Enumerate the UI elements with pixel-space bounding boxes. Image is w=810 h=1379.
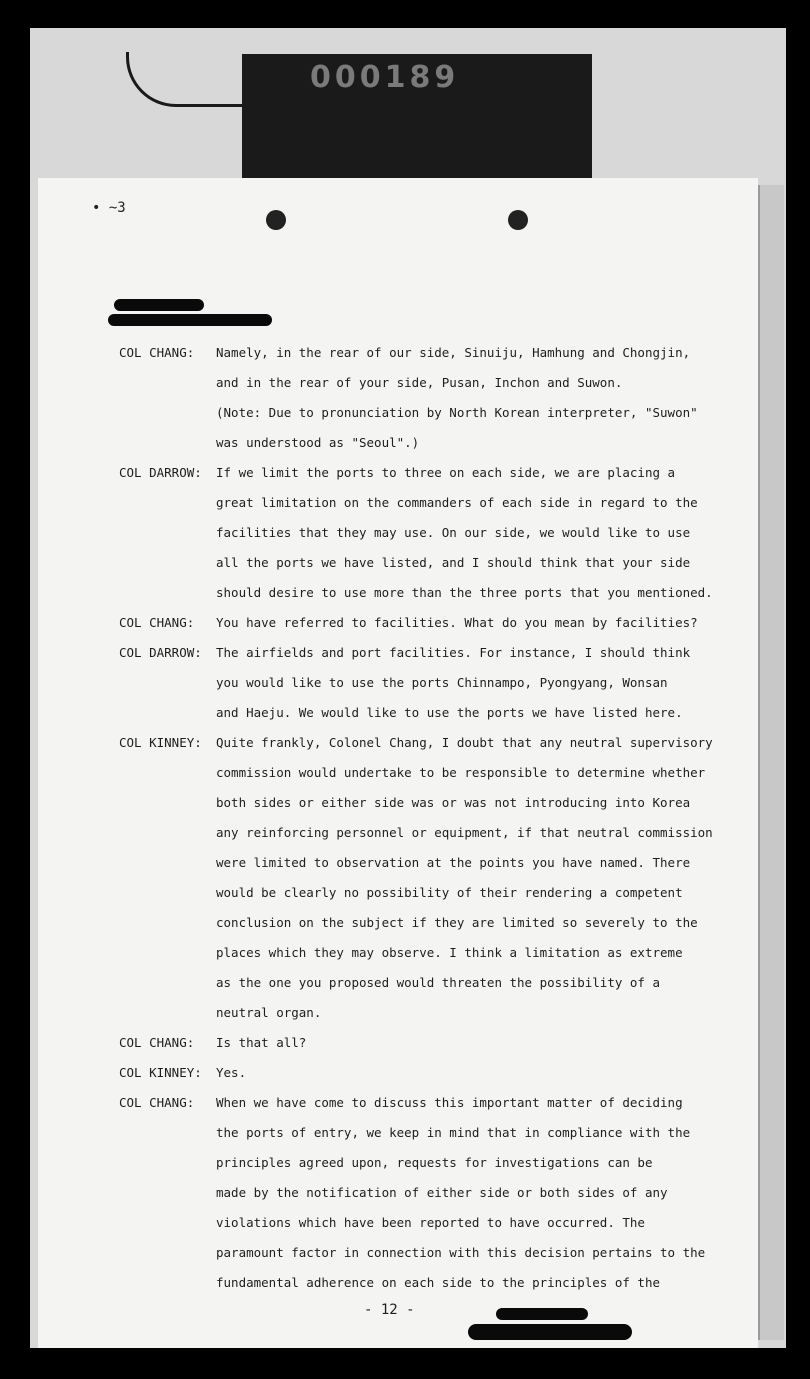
text-line: conclusion on the subject if they are limited so severely to the <box>216 915 698 930</box>
speaker-label: COL CHANG: <box>119 615 195 630</box>
text-line: Namely, in the rear of our side, Sinuiju, Hamhung and Chongjin, <box>216 345 691 360</box>
speech-text <box>216 338 716 458</box>
speech-text <box>216 458 716 608</box>
speech-text <box>216 1028 716 1058</box>
text-line: You have referred to facilities. What do you mean by facilities? <box>216 615 698 630</box>
redaction-mark <box>496 1308 588 1320</box>
text-line: Yes. <box>216 1065 247 1080</box>
page-number: - 12 - <box>364 1302 415 1318</box>
text-line: great limitation on the commanders of each side in regard to the <box>216 495 698 510</box>
text-line: the ports of entry, we keep in mind that in compliance with the <box>216 1125 691 1140</box>
text-line: neutral organ. <box>216 1005 322 1020</box>
speech-text <box>216 608 716 638</box>
speaker-label: COL CHANG: <box>119 1035 195 1050</box>
text-line: all the ports we have listed, and I should think that your side <box>216 555 691 570</box>
text-line: places which they may observe. I think a limitation as extreme <box>216 945 683 960</box>
speech-text <box>216 728 716 1028</box>
redaction-mark <box>468 1324 632 1340</box>
speaker-label: COL KINNEY: <box>119 1065 202 1080</box>
text-line: When we have come to discuss this important matter of deciding <box>216 1095 683 1110</box>
text-line: any reinforcing personnel or equipment, if that neutral commission <box>216 825 713 840</box>
text-line: violations which have been reported to have occurred. The <box>216 1215 645 1230</box>
text-line: paramount factor in connection with this decision pertains to the <box>216 1245 706 1260</box>
text-line: and in the rear of your side, Pusan, Inchon and Suwon. <box>216 375 623 390</box>
redaction-mark <box>108 314 272 326</box>
speaker-label: COL CHANG: <box>119 345 195 360</box>
text-line: Is that all? <box>216 1035 307 1050</box>
binder-clip <box>242 54 592 196</box>
document-page <box>38 178 758 1348</box>
text-line: principles agreed upon, requests for investigations can be <box>216 1155 653 1170</box>
text-line: were limited to observation at the points you have named. There <box>216 855 691 870</box>
text-line: commission would undertake to be responsible to determine whether <box>216 765 706 780</box>
text-line: should desire to use more than the three ports that you mentioned. <box>216 585 713 600</box>
text-line: (Note: Due to pronunciation by North Korean interpreter, "Suwon" <box>216 405 698 420</box>
clip-number: 000189 <box>310 60 460 95</box>
text-line: Quite frankly, Colonel Chang, I doubt that any neutral supervisory <box>216 735 713 750</box>
speech-text <box>216 1058 716 1088</box>
punch-hole <box>508 210 528 230</box>
text-line: facilities that they may use. On our side, we would like to use <box>216 525 691 540</box>
text-line: as the one you proposed would threaten the possibility of a <box>216 975 661 990</box>
speech-text <box>216 1088 716 1298</box>
text-line: would be clearly no possibility of their rendering a competent <box>216 885 683 900</box>
back-sheet <box>758 185 784 1340</box>
text-line: made by the notification of either side or both sides of any <box>216 1185 668 1200</box>
text-line: fundamental adherence on each side to the principles of the <box>216 1275 661 1290</box>
text-line: was understood as "Seoul".) <box>216 435 420 450</box>
clip-cable <box>126 52 259 107</box>
text-line: and Haeju. We would like to use the ports we have listed here. <box>216 705 683 720</box>
speaker-label: COL DARROW: <box>119 645 202 660</box>
stray-mark: • ~3 <box>92 200 126 216</box>
text-line: you would like to use the ports Chinnampo, Pyongyang, Wonsan <box>216 675 668 690</box>
text-line: The airfields and port facilities. For instance, I should think <box>216 645 691 660</box>
redaction-mark <box>114 299 204 311</box>
speech-text <box>216 638 716 728</box>
speaker-label: COL KINNEY: <box>119 735 202 750</box>
text-line: both sides or either side was or was not introducing into Korea <box>216 795 691 810</box>
punch-hole <box>266 210 286 230</box>
speaker-label: COL CHANG: <box>119 1095 195 1110</box>
speaker-label: COL DARROW: <box>119 465 202 480</box>
text-line: If we limit the ports to three on each side, we are placing a <box>216 465 676 480</box>
